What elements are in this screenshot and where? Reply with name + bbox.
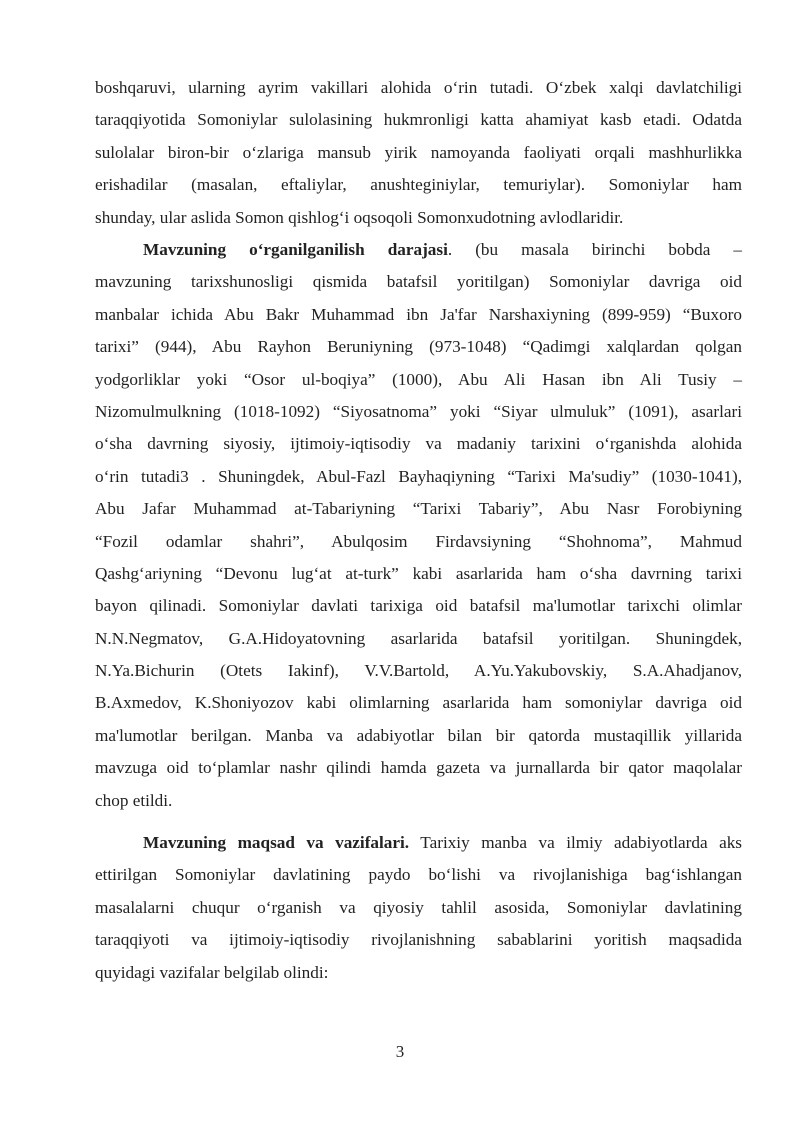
text-line: taraqqiyoti va ijtimoiy-iqtisodiy rivojlanishning sabablarini yoritish maqsadida	[95, 930, 742, 950]
text-line: sulolalar biron-bir o‘zlariga mansub yirik namoyanda faoliyati orqali mashhurlikka	[95, 142, 742, 162]
text-line: N.Ya.Bichurin (Otets Iakinf), V.V.Bartold, A.Yu.Yakubovskiy, S.A.Ahadjanov,	[95, 661, 742, 681]
text-line: o‘rin tutadi3 . Shuningdek, Abul-Fazl Bayhaqiyning “Tarixi Ma'sudiy” (1030-1041),	[95, 466, 742, 486]
section-heading: Mavzuning maqsad va vazifalari.	[143, 833, 410, 852]
text-line: bayon qilinadi. Somoniylar davlati tarixiga oid batafsil ma'lumotlar tarixchi olimlar	[95, 596, 742, 616]
text-line: erishadilar (masalan, eftaliylar, anushteginiylar, temuriylar). Somoniylar ham	[95, 175, 742, 195]
text-line: mavzuga oid to‘plamlar nashr qilindi hamda gazeta va jurnallarda bir qator maqolalar	[95, 758, 742, 778]
text-line: quyidagi vazifalar belgilab olindi:	[95, 962, 329, 982]
text-fragment: Tarixiy manba va ilmiy adabiyotlarda aks	[409, 833, 742, 852]
text-line: N.N.Negmatov, G.A.Hidoyatovning asarlarida batafsil yoritilgan. Shuningdek,	[95, 628, 742, 648]
text-line: o‘sha davrning siyosiy, ijtimoiy-iqtisodiy va madaniy tarixini o‘rganishda alohida	[95, 434, 742, 454]
text-line: B.Axmedov, K.Shoniyozov kabi olimlarning asarlarida ham somoniylar davriga oid	[95, 693, 742, 713]
paragraph-study-level	[95, 234, 742, 817]
text-line: manbalar ichida Abu Bakr Muhammad ibn Ja'far Narshaxiyning (899-959) “Buxoro	[95, 304, 742, 324]
text-line: Nizomulmulkning (1018-1092) “Siyosatnoma” yoki “Siyar ulmuluk” (1091), asarlari	[95, 401, 742, 421]
text-fragment: . (bu masala birinchi bobda –	[447, 240, 743, 259]
text-line: tarixi” (944), Abu Rayhon Beruniyning (973-1048) “Qadimgi xalqlardan qolgan	[95, 337, 742, 357]
text-line: boshqaruvi, ularning ayrim vakillari alohida o‘rin tutadi. O‘zbek xalqi davlatchiligi	[95, 78, 742, 97]
section-heading: Mavzuning o‘rganilganilish darajasi	[143, 240, 448, 259]
text-line: shunday, ular aslida Somon qishlog‘i oqsoqoli Somonxudotning avlodlaridir.	[95, 207, 624, 227]
text-line: ettirilgan Somoniylar davlatining paydo bo‘lishi va rivojlanishiga bag‘ishlangan	[95, 865, 742, 885]
text-line: “Fozil odamlar shahri”, Abulqosim Firdavsiyning “Shohnoma”, Mahmud	[95, 531, 742, 551]
text-line: taraqqiyotida Somoniylar sulolasining hukmronligi katta ahamiyat kasb etadi. Odatda	[95, 110, 742, 130]
text-line: yodgorliklar yoki “Osor ul-boqiya” (1000), Abu Ali Hasan ibn Ali Tusiy –	[95, 369, 742, 389]
text-line: chop etildi.	[95, 790, 173, 810]
text-line	[95, 234, 742, 266]
paragraph-aims	[95, 827, 742, 989]
text-line: mavzuning tarixshunosligi qismida batafsil yoritilgan) Somoniylar davriga oid	[95, 272, 742, 292]
paragraph-intro	[95, 72, 742, 234]
page-number: 3	[395, 1042, 405, 1061]
text-line: ma'lumotlar berilgan. Manba va adabiyotlar bilan bir qatorda mustaqillik yillarida	[95, 725, 742, 745]
text-line: Qashg‘ariyning “Devonu lug‘at at-turk” kabi asarlarida ham o‘sha davrning tarixi	[95, 563, 742, 583]
text-line: Abu Jafar Muhammad at-Tabariyning “Tarixi Tabariy”, Abu Nasr Forobiyning	[95, 499, 742, 519]
text-line	[95, 827, 742, 859]
text-line: masalalarni chuqur o‘rganish va qiyosiy tahlil asosida, Somoniylar davlatining	[95, 897, 742, 917]
